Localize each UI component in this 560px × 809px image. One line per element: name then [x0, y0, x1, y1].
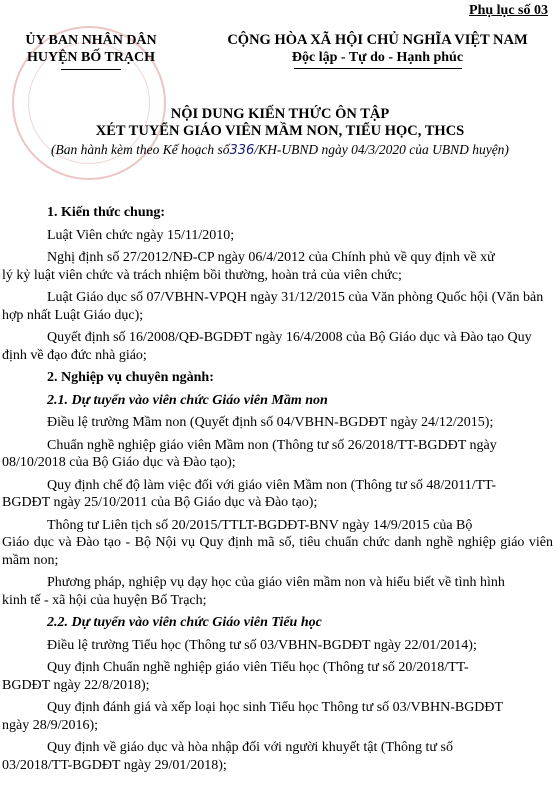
- document-body: [2, 204, 553, 779]
- title-line-2: XÉT TUYỂN GIÁO VIÊN MẦM NON, TIỂU HỌC, THCS: [95, 123, 465, 139]
- issuing-authority: [6, 32, 176, 70]
- section-2-1-heading: 2.1. Dự tuyển vào viên chức Giáo viên Mầm non: [47, 392, 328, 408]
- national-motto: [200, 32, 555, 69]
- authority-underline: [61, 69, 121, 70]
- paragraph: Điều lệ trường Mầm non (Quyết định số 04/VBHN-BGDĐT ngày 24/12/2015);: [47, 415, 494, 430]
- paragraph: Quy định chế độ làm việc đối với giáo viên Mầm non (Thông tư số 48/2011/TT- BGDĐT ngày 25/10/2011 của Bộ Giáo dục và Đào tạo);: [2, 477, 497, 510]
- document-title: [0, 106, 560, 140]
- handwritten-plan-number: 336: [229, 143, 255, 158]
- appendix-label: Phụ lục số 03: [469, 3, 548, 18]
- motto-underline: [294, 68, 462, 69]
- motto: Độc lập - Tự do - Hạnh phúc: [291, 50, 464, 65]
- paragraph: Luật Giáo dục số 07/VBHN-VPQH ngày 31/12/2015 của Văn phòng Quốc hội (Văn bản hợp nhất Luật Giáo dục);: [2, 290, 544, 323]
- paragraph: Phương pháp, nghiệp vụ dạy học của giáo viên mầm non và hiểu biết về tình hình kinh tế - xã hội của huyện Bố Trạch;: [2, 575, 505, 608]
- paragraph: Quyết định số 16/2008/QĐ-BGDĐT ngày 16/4/2008 của Bộ Giáo dục và Đào tạo Quy định về đạo đức nhà giáo;: [2, 330, 532, 363]
- section-1-heading: 1. Kiến thức chung:: [47, 205, 166, 220]
- title-line-1: NỘI DUNG KIẾN THỨC ÔN TẬP: [170, 106, 390, 122]
- paragraph: Luật Viên chức ngày 15/11/2010;: [47, 227, 235, 243]
- subtitle-after: /KH-UBND ngày 04/3/2020 của UBND huyện): [254, 142, 509, 157]
- section-2-2-heading: 2.2. Dự tuyển vào viên chức Giáo viên Tiểu học: [47, 615, 322, 630]
- paragraph: Quy định về giáo dục và hòa nhập đối với người khuyết tật (Thông tư số 03/2018/TT-BGDĐT ngày 29/01/2018);: [2, 740, 453, 773]
- section-2-heading: 2. Nghiệp vụ chuyên ngành:: [47, 370, 214, 385]
- paragraph: Điều lệ trường Tiểu học (Thông tư số 03/VBHN-BGDĐT ngày 22/01/2014);: [47, 637, 477, 653]
- country-name: CỘNG HÒA XÃ HỘI CHỦ NGHĨA VIỆT NAM: [227, 32, 528, 48]
- paragraph: Nghị định số 27/2012/NĐ-CP ngày 06/4/2012 của Chính phủ về quy định về xử lý kỷ luật viên chức và trách nhiệm bồi thường, hoàn trả của viên chức;: [2, 250, 495, 283]
- authority-line-2: HUYỆN BỐ TRẠCH: [26, 50, 156, 65]
- paragraph: Quy định đánh giá và xếp loại học sinh Tiểu học Thông tư số 03/VBHN-BGDĐT ngày 28/9/2016);: [2, 700, 504, 733]
- paragraph: Chuẩn nghề nghiệp giáo viên Mầm non (Thông tư số 26/2018/TT-BGDĐT ngày 08/10/2018 của Bộ Giáo dục và Đào tạo);: [2, 437, 497, 470]
- document-subtitle: [0, 142, 560, 159]
- subtitle-before: (Ban hành kèm theo Kế hoạch số: [51, 142, 230, 157]
- authority-line-1: ỦY BAN NHÂN DÂN: [25, 33, 157, 48]
- paragraph: Thông tư Liên tịch số 20/2015/TTLT-BGDĐT-BNV ngày 14/9/2015 của Bộ Giáo dục và Đào tạo - Bộ Nội vụ Quy định mã số, tiêu chuẩn chức danh nghề nghiệp giáo viên mầm non;: [2, 517, 553, 568]
- paragraph: Quy định Chuẩn nghề nghiệp giáo viên Tiểu học (Thông tư số 20/2018/TT- BGDĐT ngày 22/8/2018);: [2, 660, 469, 693]
